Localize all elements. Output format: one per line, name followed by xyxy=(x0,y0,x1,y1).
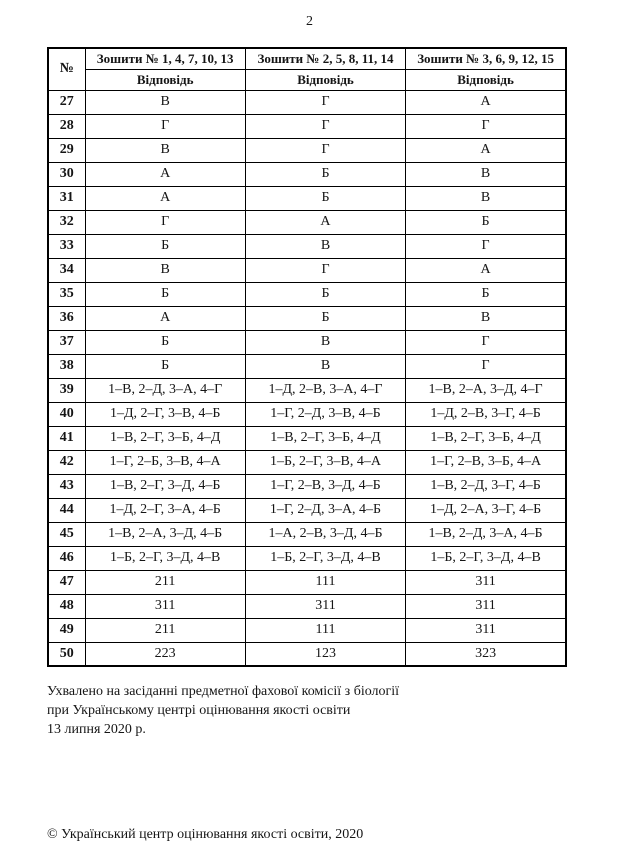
answer-subheader-3: Відповідь xyxy=(406,69,566,90)
answer-cell: А xyxy=(85,306,245,330)
table-row xyxy=(48,474,566,498)
answer-cell: 1–Б, 2–Г, 3–Д, 4–В xyxy=(245,546,405,570)
answer-cell: В xyxy=(85,90,245,114)
answer-cell: Г xyxy=(245,138,405,162)
column-header-notebooks-1: Зошити № 1, 4, 7, 10, 13 xyxy=(85,48,245,69)
question-number: 47 xyxy=(48,570,85,594)
answer-cell: В xyxy=(85,258,245,282)
answer-cell: 1–В, 2–Д, 3–А, 4–Г xyxy=(85,378,245,402)
table-header-row xyxy=(48,48,566,69)
table-row xyxy=(48,306,566,330)
question-number: 45 xyxy=(48,522,85,546)
answer-cell: Г xyxy=(245,258,405,282)
table-row xyxy=(48,618,566,642)
answer-cell: 1–В, 2–Г, 3–Д, 4–Б xyxy=(85,474,245,498)
answer-cell: Б xyxy=(406,210,566,234)
answer-cell: 1–Б, 2–Г, 3–Д, 4–В xyxy=(85,546,245,570)
question-number: 46 xyxy=(48,546,85,570)
answer-cell: 1–Д, 2–Г, 3–А, 4–Б xyxy=(85,498,245,522)
table-subheader-row xyxy=(48,69,566,90)
answer-cell: Б xyxy=(245,306,405,330)
table-row xyxy=(48,162,566,186)
answer-cell: Г xyxy=(406,330,566,354)
copyright-line: © Український центр оцінювання якості освіти, 2020 xyxy=(47,827,364,842)
answer-cell: 1–Г, 2–В, 3–Д, 4–Б xyxy=(245,474,405,498)
question-number: 39 xyxy=(48,378,85,402)
answer-cell: 1–Д, 2–В, 3–Г, 4–Б xyxy=(406,402,566,426)
question-number: 49 xyxy=(48,618,85,642)
column-header-notebooks-3: Зошити № 3, 6, 9, 12, 15 xyxy=(406,48,566,69)
question-number: 37 xyxy=(48,330,85,354)
table-row xyxy=(48,450,566,474)
answer-cell: Б xyxy=(85,234,245,258)
answer-cell: 1–В, 2–Г, 3–Б, 4–Д xyxy=(406,426,566,450)
answer-cell: 1–Г, 2–В, 3–Б, 4–А xyxy=(406,450,566,474)
answer-cell: 1–В, 2–Д, 3–Г, 4–Б xyxy=(406,474,566,498)
approval-line-3: 13 липня 2020 р. xyxy=(47,722,146,737)
answer-cell: Г xyxy=(406,234,566,258)
answer-cell: 1–Б, 2–Г, 3–Д, 4–В xyxy=(406,546,566,570)
answer-cell: А xyxy=(245,210,405,234)
question-number: 32 xyxy=(48,210,85,234)
answer-cell: А xyxy=(406,90,566,114)
answer-cell: 123 xyxy=(245,642,405,666)
question-number: 27 xyxy=(48,90,85,114)
answer-cell: А xyxy=(85,162,245,186)
answer-cell: Б xyxy=(245,186,405,210)
answer-cell: 311 xyxy=(85,594,245,618)
answer-cell: Г xyxy=(245,90,405,114)
table-row xyxy=(48,354,566,378)
table-row xyxy=(48,138,566,162)
answer-cell: В xyxy=(245,354,405,378)
table-row xyxy=(48,642,566,666)
column-header-number: № xyxy=(48,48,85,90)
answer-cell: 111 xyxy=(245,618,405,642)
question-number: 36 xyxy=(48,306,85,330)
answer-cell: 1–Г, 2–Д, 3–А, 4–Б xyxy=(245,498,405,522)
approval-note xyxy=(47,682,619,739)
answer-cell: 111 xyxy=(245,570,405,594)
answer-cell: 211 xyxy=(85,570,245,594)
answer-cell: 1–А, 2–В, 3–Д, 4–Б xyxy=(245,522,405,546)
page-number: 2 xyxy=(306,14,313,29)
table-row xyxy=(48,258,566,282)
answer-cell: 311 xyxy=(245,594,405,618)
question-number: 31 xyxy=(48,186,85,210)
answer-cell: В xyxy=(245,330,405,354)
table-row xyxy=(48,210,566,234)
answer-cell: А xyxy=(406,258,566,282)
answer-cell: А xyxy=(85,186,245,210)
answer-cell: 311 xyxy=(406,570,566,594)
table-row xyxy=(48,114,566,138)
question-number: 48 xyxy=(48,594,85,618)
answer-cell: Г xyxy=(85,210,245,234)
answer-cell: 1–Г, 2–Б, 3–В, 4–А xyxy=(85,450,245,474)
question-number: 30 xyxy=(48,162,85,186)
answer-cell: Г xyxy=(406,354,566,378)
table-row xyxy=(48,570,566,594)
answer-cell: А xyxy=(406,138,566,162)
answer-cell: 1–В, 2–А, 3–Д, 4–Г xyxy=(406,378,566,402)
answer-cell: Г xyxy=(85,114,245,138)
answer-subheader-2: Відповідь xyxy=(245,69,405,90)
answer-cell: Б xyxy=(245,162,405,186)
answer-cell: Г xyxy=(406,114,566,138)
answer-cell: 1–Б, 2–Г, 3–В, 4–А xyxy=(245,450,405,474)
answer-cell: Б xyxy=(85,354,245,378)
table-row xyxy=(48,402,566,426)
answer-cell: 1–Г, 2–Д, 3–В, 4–Б xyxy=(245,402,405,426)
question-number: 50 xyxy=(48,642,85,666)
question-number: 33 xyxy=(48,234,85,258)
answer-cell: 1–В, 2–А, 3–Д, 4–Б xyxy=(85,522,245,546)
table-row xyxy=(48,426,566,450)
answer-cell: 1–В, 2–Д, 3–А, 4–Б xyxy=(406,522,566,546)
answer-cell: Г xyxy=(245,114,405,138)
question-number: 41 xyxy=(48,426,85,450)
answer-cell: Б xyxy=(406,282,566,306)
answer-cell: В xyxy=(406,186,566,210)
answer-cell: 211 xyxy=(85,618,245,642)
question-number: 34 xyxy=(48,258,85,282)
question-number: 29 xyxy=(48,138,85,162)
answer-cell: 1–В, 2–Г, 3–Б, 4–Д xyxy=(245,426,405,450)
question-number: 35 xyxy=(48,282,85,306)
answer-cell: В xyxy=(245,234,405,258)
table-row xyxy=(48,594,566,618)
answer-cell: 311 xyxy=(406,594,566,618)
table-row xyxy=(48,282,566,306)
answer-cell: 223 xyxy=(85,642,245,666)
answer-cell: 1–Д, 2–А, 3–Г, 4–Б xyxy=(406,498,566,522)
question-number: 40 xyxy=(48,402,85,426)
answer-cell: В xyxy=(85,138,245,162)
answer-cell: Б xyxy=(245,282,405,306)
table-row xyxy=(48,498,566,522)
answer-cell: 1–В, 2–Г, 3–Б, 4–Д xyxy=(85,426,245,450)
table-row xyxy=(48,330,566,354)
question-number: 38 xyxy=(48,354,85,378)
answer-cell: Б xyxy=(85,282,245,306)
table-row xyxy=(48,522,566,546)
column-header-notebooks-2: Зошити № 2, 5, 8, 11, 14 xyxy=(245,48,405,69)
answer-cell: В xyxy=(406,162,566,186)
question-number: 42 xyxy=(48,450,85,474)
table-row xyxy=(48,186,566,210)
table-row xyxy=(48,546,566,570)
approval-line-2: при Українському центрі оцінювання якості освіти xyxy=(47,703,351,718)
answer-cell: В xyxy=(406,306,566,330)
question-number: 43 xyxy=(48,474,85,498)
answer-subheader-1: Відповідь xyxy=(85,69,245,90)
answer-cell: Б xyxy=(85,330,245,354)
table-row xyxy=(48,90,566,114)
answer-cell: 1–Д, 2–Г, 3–В, 4–Б xyxy=(85,402,245,426)
answer-rows xyxy=(48,90,566,666)
answer-cell: 323 xyxy=(406,642,566,666)
approval-line-1: Ухвалено на засіданні предметної фахової комісії з біології xyxy=(47,684,400,699)
answer-key-table xyxy=(47,47,567,667)
table-row xyxy=(48,378,566,402)
answer-cell: 1–Д, 2–В, 3–А, 4–Г xyxy=(245,378,405,402)
table-row xyxy=(48,234,566,258)
question-number: 28 xyxy=(48,114,85,138)
question-number: 44 xyxy=(48,498,85,522)
answer-cell: 311 xyxy=(406,618,566,642)
